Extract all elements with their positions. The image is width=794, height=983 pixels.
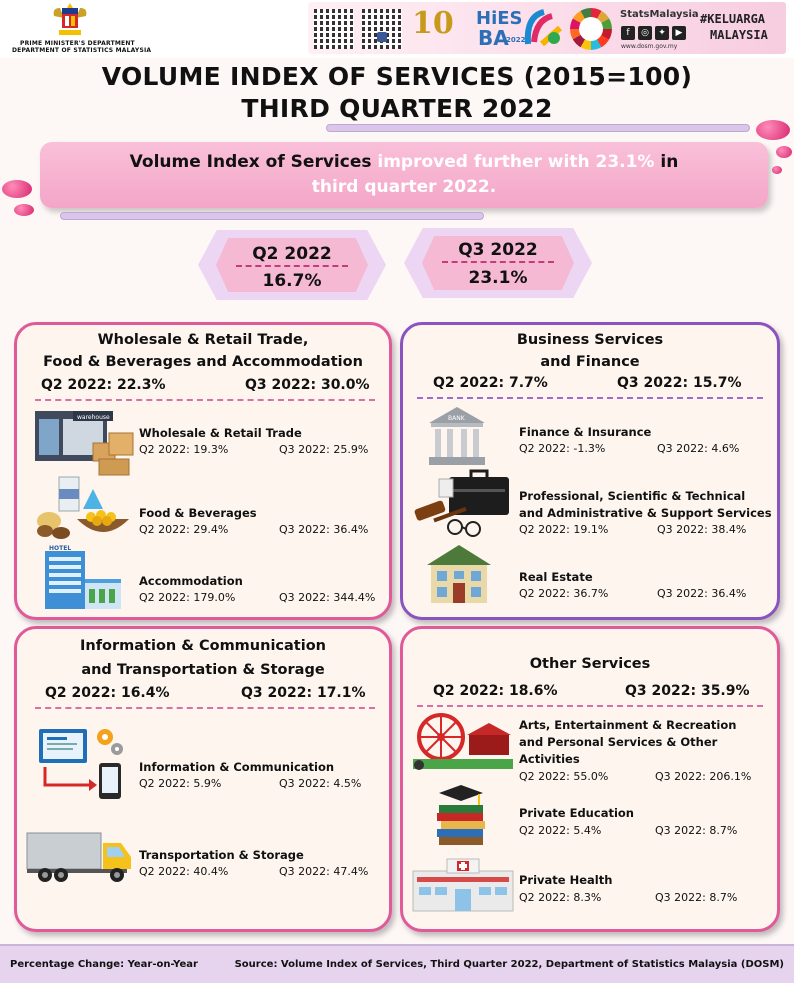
- page-title-line-1: VOLUME INDEX OF SERVICES (2015=100): [101, 62, 693, 91]
- qr-code-icon: [314, 9, 354, 49]
- subsector-name: Private Education: [519, 806, 634, 820]
- logo-ba: BA: [478, 26, 509, 50]
- subsector-name: Real Estate: [519, 570, 593, 584]
- subsector-q2: Q2 2022: -1.3%: [519, 442, 606, 455]
- subsector-q3: Q3 2022: 25.9%: [279, 443, 369, 456]
- warehouse-sign-text: warehouse: [77, 414, 110, 421]
- dept-line-1: PRIME MINISTER'S DEPARTMENT: [20, 40, 135, 47]
- quarter-value: 16.7%: [262, 271, 322, 291]
- panel-other-services: [400, 626, 780, 932]
- decorative-bar-bottom: [60, 212, 484, 220]
- panel-q3-total: Q3 2022: 17.1%: [241, 685, 366, 701]
- footer-note: Percentage Change: Year-on-Year: [10, 959, 198, 970]
- truck-icon: [25, 829, 137, 885]
- panel-title: Food & Beverages and Accommodation: [43, 354, 363, 370]
- subsector-name: Transportation & Storage: [139, 848, 304, 862]
- headline-banner: [40, 142, 768, 208]
- banner-text-dark: in: [654, 152, 679, 172]
- quarter-badge-q2: [198, 230, 386, 300]
- decorative-blob: [772, 166, 782, 174]
- banner-text-dark: Volume Index of Services: [129, 152, 378, 172]
- hotel-sign-text: HOTEL: [49, 545, 72, 552]
- subsector-name: Private Health: [519, 873, 613, 887]
- decorative-blob: [776, 146, 792, 158]
- briefcase-gavel-icon: [409, 469, 513, 541]
- subsector-q2: Q2 2022: 8.3%: [519, 891, 602, 904]
- divider: [35, 707, 375, 709]
- department-name: [12, 40, 151, 54]
- hospital-icon: [411, 855, 515, 913]
- subsector-q2: Q2 2022: 36.7%: [519, 587, 609, 600]
- panel-q2-total: Q2 2022: 18.6%: [433, 683, 558, 699]
- panel-title: Other Services: [529, 656, 651, 672]
- panel-q2-total: Q2 2022: 22.3%: [41, 377, 166, 393]
- quarter-badge-q3: [404, 228, 592, 298]
- panel-business-finance: [400, 322, 780, 620]
- decorative-blob: [756, 120, 790, 140]
- subsector-name: Professional, Scientific & Technical: [519, 489, 746, 503]
- quarter-label: Q2 2022: [252, 244, 332, 264]
- panel-q2-total: Q2 2022: 16.4%: [45, 685, 170, 701]
- subsector-name: and Personal Services & Other: [519, 735, 718, 749]
- logo-10-years: 10: [412, 6, 454, 41]
- bank-icon: [425, 405, 489, 467]
- subsector-q2: Q2 2022: 19.1%: [519, 523, 609, 536]
- qr-code-icon: [362, 9, 402, 49]
- footer-source: Source: Volume Index of Services, Third Quarter 2022, Department of Statistics Malaysia (DOSM): [234, 959, 784, 970]
- banner-text-highlight: improved further with 23.1%: [377, 152, 655, 172]
- malaysia-crest-icon: [50, 2, 90, 40]
- subsector-q3: Q3 2022: 47.4%: [279, 865, 369, 878]
- subsector-name: Finance & Insurance: [519, 425, 652, 439]
- subsector-q2: Q2 2022: 55.0%: [519, 770, 609, 783]
- logo-bar: [308, 2, 786, 54]
- census-logo-icon: [522, 6, 566, 50]
- twitter-icon[interactable]: ✦: [655, 26, 669, 40]
- keluarga-line-2: MALAYSIA: [710, 28, 768, 42]
- panel-q3-total: Q3 2022: 35.9%: [625, 683, 750, 699]
- panel-q3-total: Q3 2022: 30.0%: [245, 377, 370, 393]
- dept-line-2: DEPARTMENT OF STATISTICS MALAYSIA: [12, 47, 152, 54]
- panel-q3-total: Q3 2022: 15.7%: [617, 375, 742, 391]
- subsector-q2: Q2 2022: 40.4%: [139, 865, 229, 878]
- banner-line-2: third quarter 2022.: [311, 177, 497, 197]
- logo-hies: HiES: [476, 8, 523, 29]
- decorative-blob: [14, 204, 34, 216]
- subsector-q3: Q3 2022: 38.4%: [657, 523, 747, 536]
- stats-brand: StatsMalaysia: [620, 9, 699, 20]
- panel-title: Wholesale & Retail Trade,: [97, 332, 309, 348]
- facebook-icon[interactable]: f: [621, 26, 635, 40]
- ferris-wheel-icon: [411, 709, 515, 775]
- panel-title: and Transportation & Storage: [81, 662, 325, 678]
- subsector-q3: Q3 2022: 36.4%: [279, 523, 369, 536]
- subsector-q3: Q3 2022: 4.6%: [657, 442, 740, 455]
- banner-line-1: [40, 150, 768, 175]
- subsector-q2: Q2 2022: 5.4%: [519, 824, 602, 837]
- facebook-icon: [377, 32, 387, 42]
- subsector-q2: Q2 2022: 29.4%: [139, 523, 229, 536]
- youtube-icon[interactable]: ▶: [672, 26, 686, 40]
- subsector-name: Information & Communication: [139, 760, 335, 774]
- logo-2022: 2022: [506, 36, 526, 44]
- subsector-q3: Q3 2022: 344.4%: [279, 591, 376, 604]
- quarter-value: 23.1%: [468, 268, 528, 288]
- subsector-q3: Q3 2022: 206.1%: [655, 770, 752, 783]
- sdg-wheel-icon: [570, 8, 612, 50]
- subsector-q3: Q3 2022: 8.7%: [655, 824, 738, 837]
- subsector-q2: Q2 2022: 19.3%: [139, 443, 229, 456]
- footer: [0, 944, 794, 983]
- instagram-icon[interactable]: ◎: [638, 26, 652, 40]
- subsector-name: Wholesale & Retail Trade: [139, 426, 302, 440]
- panel-title: Information & Communication: [80, 638, 326, 654]
- subsector-q3: Q3 2022: 36.4%: [657, 587, 747, 600]
- panel-wholesale-retail: [14, 322, 392, 620]
- panel-title: Business Services: [516, 332, 664, 348]
- subsector-name: Food & Beverages: [139, 506, 257, 520]
- divider: [417, 705, 763, 707]
- bank-sign-text: BANK: [448, 415, 465, 422]
- divider: [417, 397, 763, 399]
- subsector-q3: Q3 2022: 8.7%: [655, 891, 738, 904]
- decorative-bar-top: [326, 124, 750, 132]
- stats-url: www.dosm.gov.my: [621, 43, 678, 50]
- divider: [35, 399, 375, 401]
- keluarga-line-1: #KELUARGA: [700, 12, 766, 26]
- subsector-name: Activities: [519, 752, 580, 766]
- hotel-icon: [35, 545, 125, 609]
- subsector-q2: Q2 2022: 5.9%: [139, 777, 222, 790]
- panel-title: and Finance: [540, 354, 640, 370]
- decorative-blob: [2, 180, 32, 198]
- warehouse-icon: [33, 407, 137, 477]
- subsector-name: Arts, Entertainment & Recreation: [519, 718, 737, 732]
- page-title-line-2: THIRD QUARTER 2022: [241, 94, 553, 123]
- subsector-name: Accommodation: [139, 574, 243, 588]
- real-estate-house-icon: [423, 543, 495, 605]
- header: [0, 0, 794, 58]
- panel-q2-total: Q2 2022: 7.7%: [433, 375, 548, 391]
- quarter-label: Q3 2022: [458, 240, 538, 260]
- food-beverages-icon: [35, 475, 135, 541]
- subsector-q2: Q2 2022: 179.0%: [139, 591, 236, 604]
- panel-info-transport: [14, 626, 392, 932]
- subsector-name: and Administrative & Support Services: [519, 506, 772, 520]
- computer-network-icon: [35, 723, 129, 803]
- subsector-q3: Q3 2022: 4.5%: [279, 777, 362, 790]
- books-graduation-icon: [433, 783, 489, 849]
